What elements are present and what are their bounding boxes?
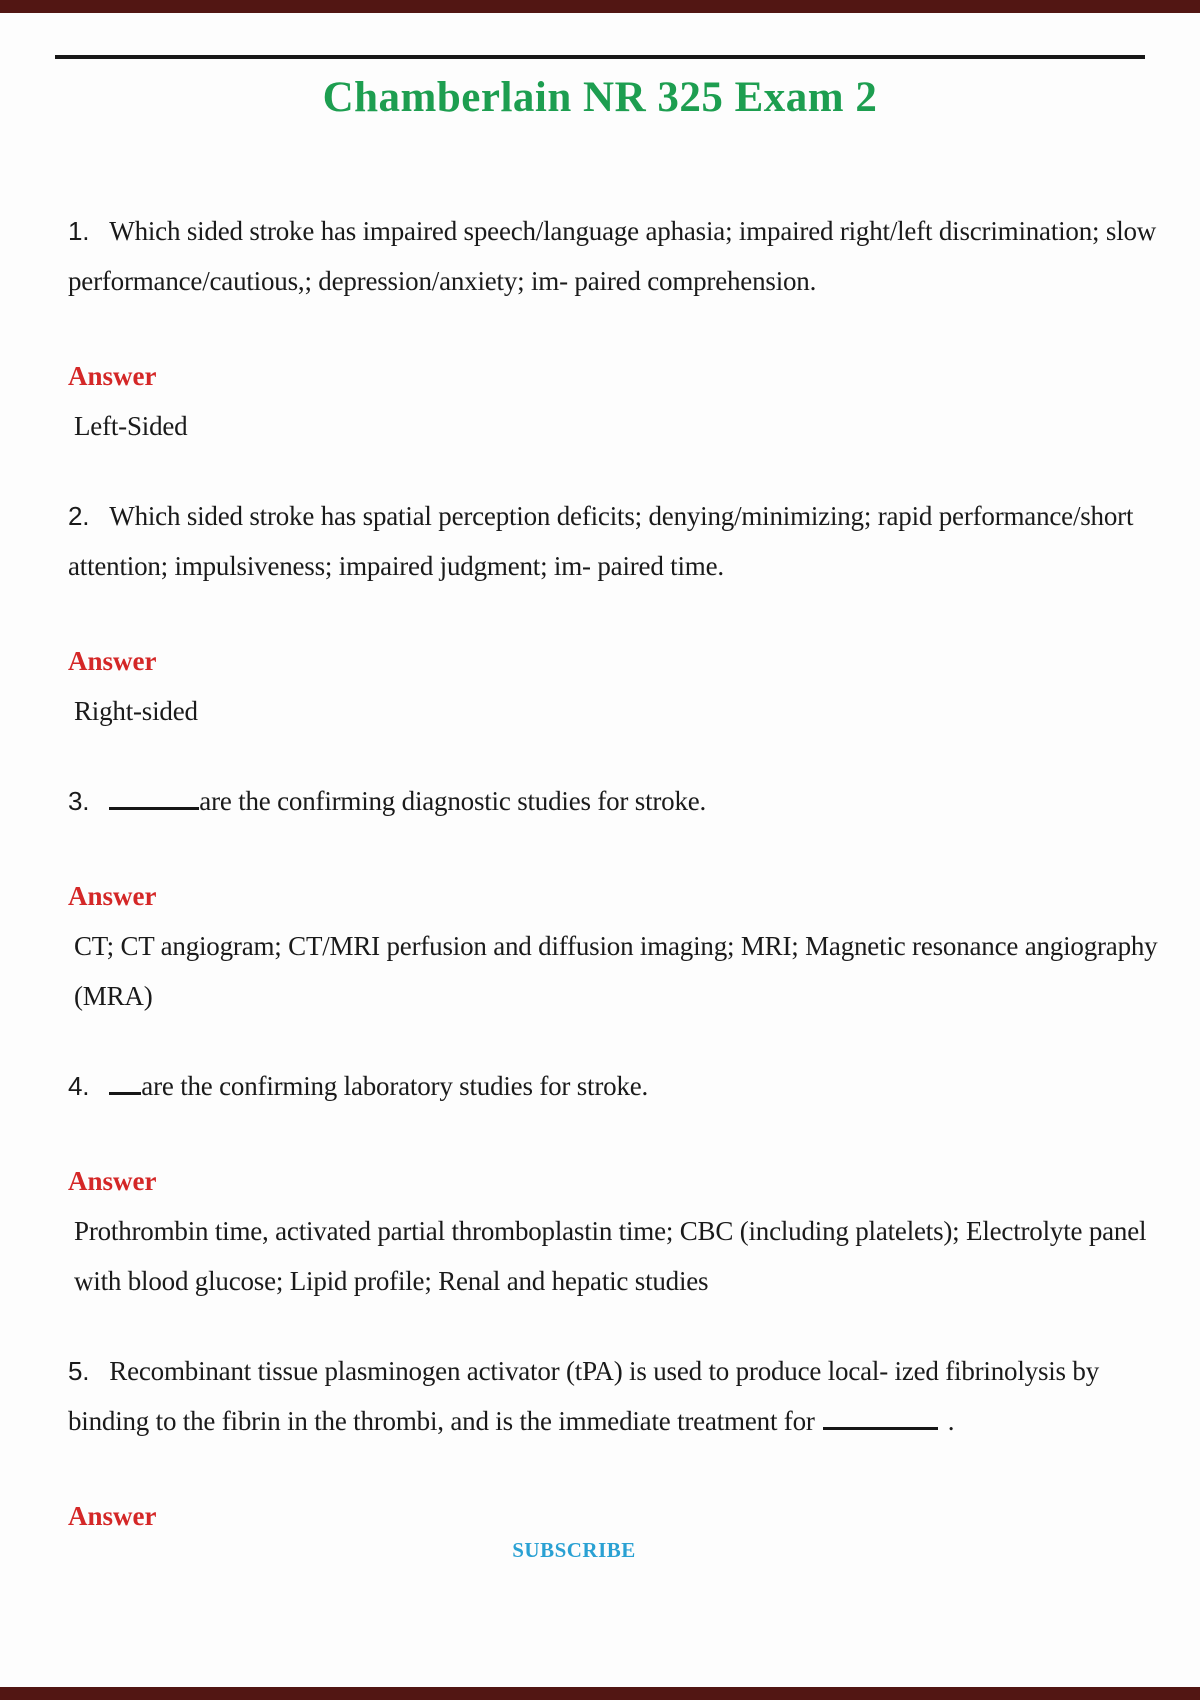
question-2-number: 2. xyxy=(68,501,90,531)
question-3-blank xyxy=(109,784,199,810)
answer-text-1: Left-Sided xyxy=(74,411,188,441)
question-5-blank xyxy=(823,1404,938,1430)
question-5-number: 5. xyxy=(68,1356,90,1386)
answer-text-4: Prothrombin time, activated partial thromboplastin time; CBC (including platelets); Electrolyte panel with blood glucose; Lipid profile; Renal and hepatic studies xyxy=(74,1216,1147,1296)
question-2 xyxy=(68,491,1170,591)
question-5 xyxy=(68,1346,1170,1446)
question-5-tail: . xyxy=(947,1406,955,1436)
subscribe-link[interactable]: SUBSCRIBE xyxy=(512,1538,636,1562)
answer-text-3: CT; CT angiogram; CT/MRI perfusion and diffusion imaging; MRI; Magnetic resonance angiography (MRA) xyxy=(74,931,1158,1011)
answer-text-2: Right-sided xyxy=(74,696,198,726)
question-3 xyxy=(68,776,1170,826)
question-1-text: Which sided stroke has impaired speech/language aphasia; impaired right/left discrimination; slow performance/cautious,; depression/anxiety; im- paired comprehension. xyxy=(68,216,1157,296)
question-4-blank xyxy=(109,1069,141,1095)
question-4-text: are the confirming laboratory studies for stroke. xyxy=(141,1071,649,1101)
question-5-text: Recombinant tissue plasminogen activator (tPA) is used to produce local- ized fibrinolysis by binding to the fibrin in the thrombi, and is the immediate treatment for xyxy=(68,1356,1100,1436)
question-2-text: Which sided stroke has spatial perception deficits; denying/minimizing; rapid performance/short attention; impulsiveness; impaired judgment; im- paired time. xyxy=(68,501,1134,581)
question-1-number: 1. xyxy=(68,216,90,246)
page-title: Chamberlain NR 325 Exam 2 xyxy=(322,74,878,121)
question-3-text: are the confirming diagnostic studies for stroke. xyxy=(199,786,707,816)
answer-label-2: Answer xyxy=(68,646,157,676)
answer-label-3: Answer xyxy=(68,881,157,911)
subscribe-row xyxy=(68,1535,1170,1565)
question-4 xyxy=(68,1061,1170,1111)
question-4-number: 4. xyxy=(68,1071,90,1101)
answer-label-5: Answer xyxy=(68,1501,157,1531)
answer-label-1: Answer xyxy=(68,361,157,391)
bottom-edge-bar xyxy=(0,1687,1200,1700)
question-3-number: 3. xyxy=(68,786,90,816)
answer-label-4: Answer xyxy=(68,1166,157,1196)
question-1 xyxy=(68,206,1170,306)
